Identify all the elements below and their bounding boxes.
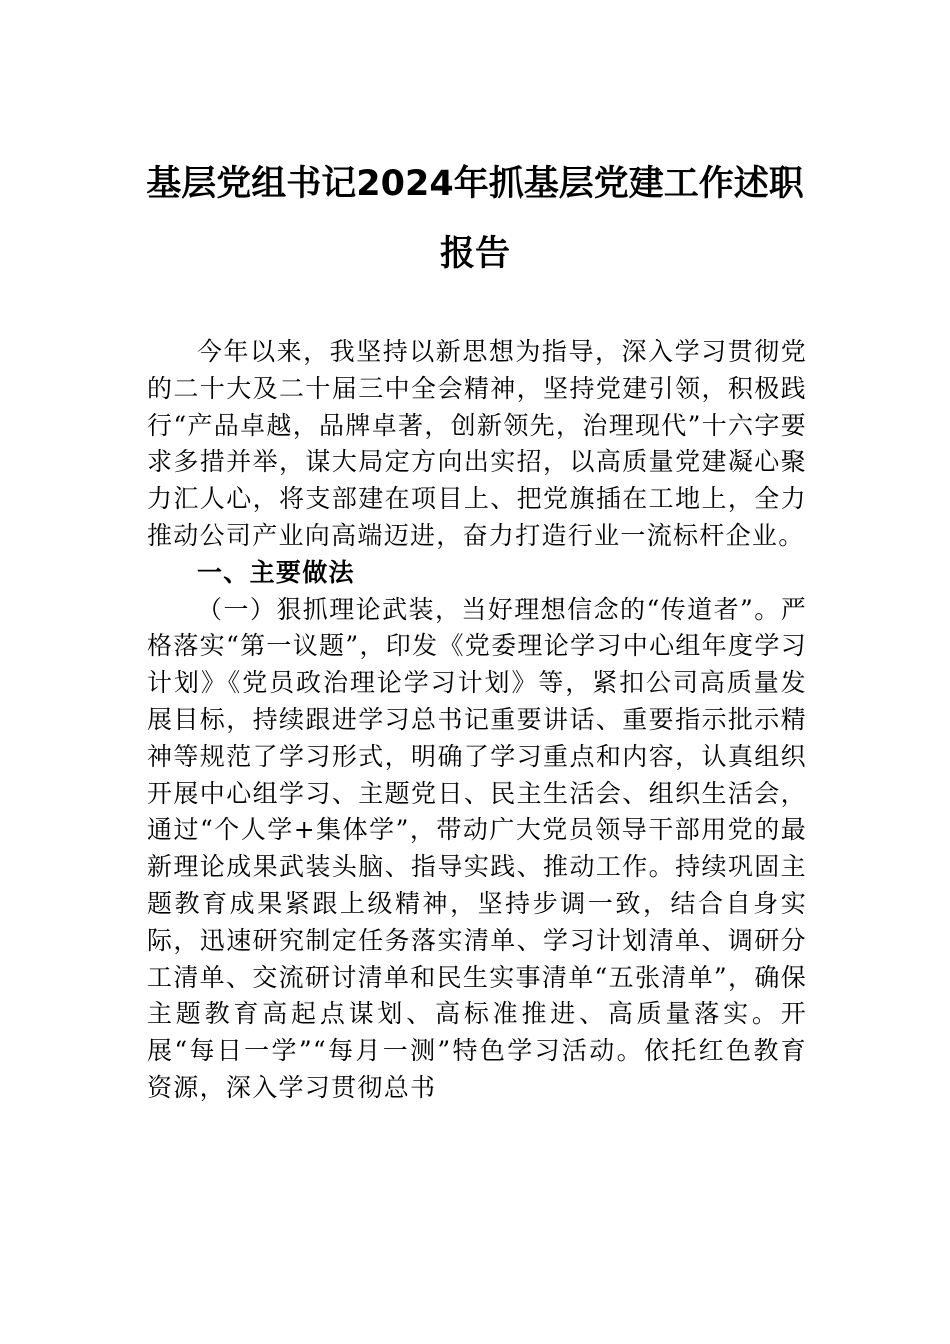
section-heading-main-practices: 一、主要做法 bbox=[197, 557, 355, 587]
document-title-line-2: 报告 bbox=[439, 234, 510, 274]
document-body bbox=[147, 334, 807, 1107]
document-title-line-1: 基层党组书记2024年抓基层党建工作述职 bbox=[146, 164, 804, 204]
intro-paragraph: 今年以来，我坚持以新思想为指导，深入学习贯彻党的二十大及二十届三中全会精神，坚持党建引领，积极践行“产品卓越，品牌卓著，创新领先，治理现代”十六字要求多措并举，谋大局定方向出实招，以高质量党建凝心聚力汇人心，将支部建在项目上、把党旗插在工地上，全力推动公司产业向高端迈进，奋力打造行业一流标杆企业。 bbox=[147, 337, 807, 550]
paragraph-theory-study: （一）狠抓理论武装，当好理想信念的“传道者”。严格落实“第一议题”，印发《党委理论学习中心组年度学习计划》《党员政治理论学习计划》等，紧扣公司高质量发展目标，持续跟进学习总书记重要讲话、重要指示批示精神等规范了学习形式，明确了学习重点和内容，认真组织开展中心组学习、主题党日、民主生活会、组织生活会，通过“个人学+集体学”，带动广大党员领导干部用党的最新理论成果武装头脑、指导实践、推动工作。持续巩固主题教育成果紧跟上级精神，坚持步调一致，结合自身实际，迅速研究制定任务落实清单、学习计划清单、调研分工清单、交流研讨清单和民生实事清单“五张清单”，确保主题教育高起点谋划、高标准推进、高质量落实。开展“每日一学”“每月一测”特色学习活动。依托红色教育资源，深入学习贯彻总书 bbox=[147, 594, 807, 1102]
